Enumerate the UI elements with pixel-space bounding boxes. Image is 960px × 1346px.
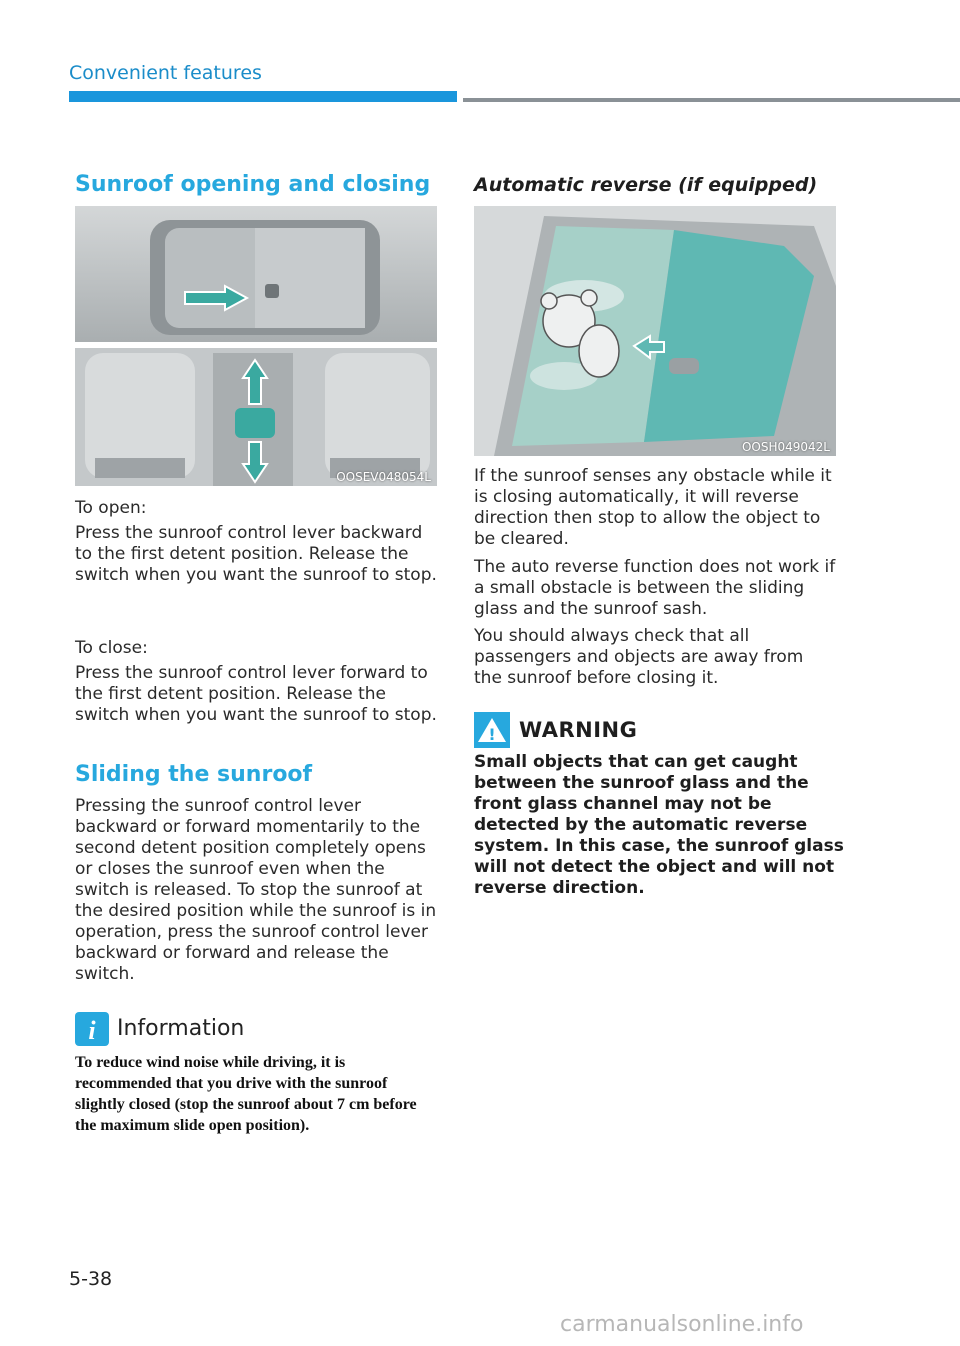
- figure-control-lever: [75, 348, 437, 486]
- figure-auto-reverse: [474, 206, 836, 456]
- warning-text: Small objects that can get caught between the sunroof glass and the front glass channel may not be detected by the automatic reverse system. In this case, the sunroof glass will not detect the object and will not reverse direction.: [474, 752, 844, 898]
- heading-automatic-reverse: Automatic reverse (if equipped): [474, 174, 818, 196]
- header-bar-accent: [69, 91, 457, 102]
- close-label: To close:: [75, 638, 148, 658]
- svg-text:!: !: [488, 725, 496, 744]
- page-number: 5-38: [69, 1268, 113, 1290]
- heading-sunroof-opening: Sunroof opening and closing: [75, 172, 431, 197]
- header-bar-rule: [463, 98, 960, 102]
- sliding-text: Pressing the sunroof control lever backward or forward momentarily to the second detent position completely opens or closes the sunroof even when the switch is released. To stop the sunroof at the desired position while the sunroof is in operation, press the sunroof control lever backward or forward and release the switch.: [75, 796, 437, 984]
- auto-reverse-p1: If the sunroof senses any obstacle while it is closing automatically, it will reverse direction then stop to allow the object to be cleared.: [474, 466, 832, 549]
- sunroof-top-illustration: [75, 206, 437, 342]
- watermark: carmanualsonline.info: [560, 1312, 804, 1337]
- figure-code: OOSEV048054L: [336, 470, 431, 484]
- info-icon: [75, 1012, 109, 1046]
- figure-code: OOSH049042L: [741, 440, 830, 454]
- open-text: Press the sunroof control lever backward to the first detent position. Release the switch when you want the sunroof to stop.: [75, 523, 437, 585]
- section-title: Convenient features: [69, 62, 262, 84]
- open-label: To open:: [75, 498, 147, 518]
- warning-icon: [474, 712, 510, 748]
- control-lever-illustration: [75, 348, 437, 486]
- auto-reverse-illustration: [474, 206, 836, 456]
- auto-reverse-p2: The auto reverse function does not work if a small obstacle is between the sliding glass and the sunroof sash.: [474, 557, 836, 619]
- warning-heading: WARNING: [519, 718, 638, 742]
- close-text: Press the sunroof control lever forward to the first detent position. Release the switch when you want the sunroof to stop.: [75, 663, 437, 725]
- heading-sliding-sunroof: Sliding the sunroof: [75, 762, 313, 787]
- svg-text:i: i: [88, 1016, 96, 1045]
- info-text: To reduce wind noise while driving, it is recommended that you drive with the sunroof slightly closed (stop the sunroof about 7 cm before the maximum slide open position).: [75, 1054, 417, 1134]
- info-heading: Information: [117, 1016, 245, 1041]
- auto-reverse-p3: You should always check that all passengers and objects are away from the sunroof before closing it.: [474, 626, 804, 688]
- figure-sunroof-top: [75, 206, 437, 342]
